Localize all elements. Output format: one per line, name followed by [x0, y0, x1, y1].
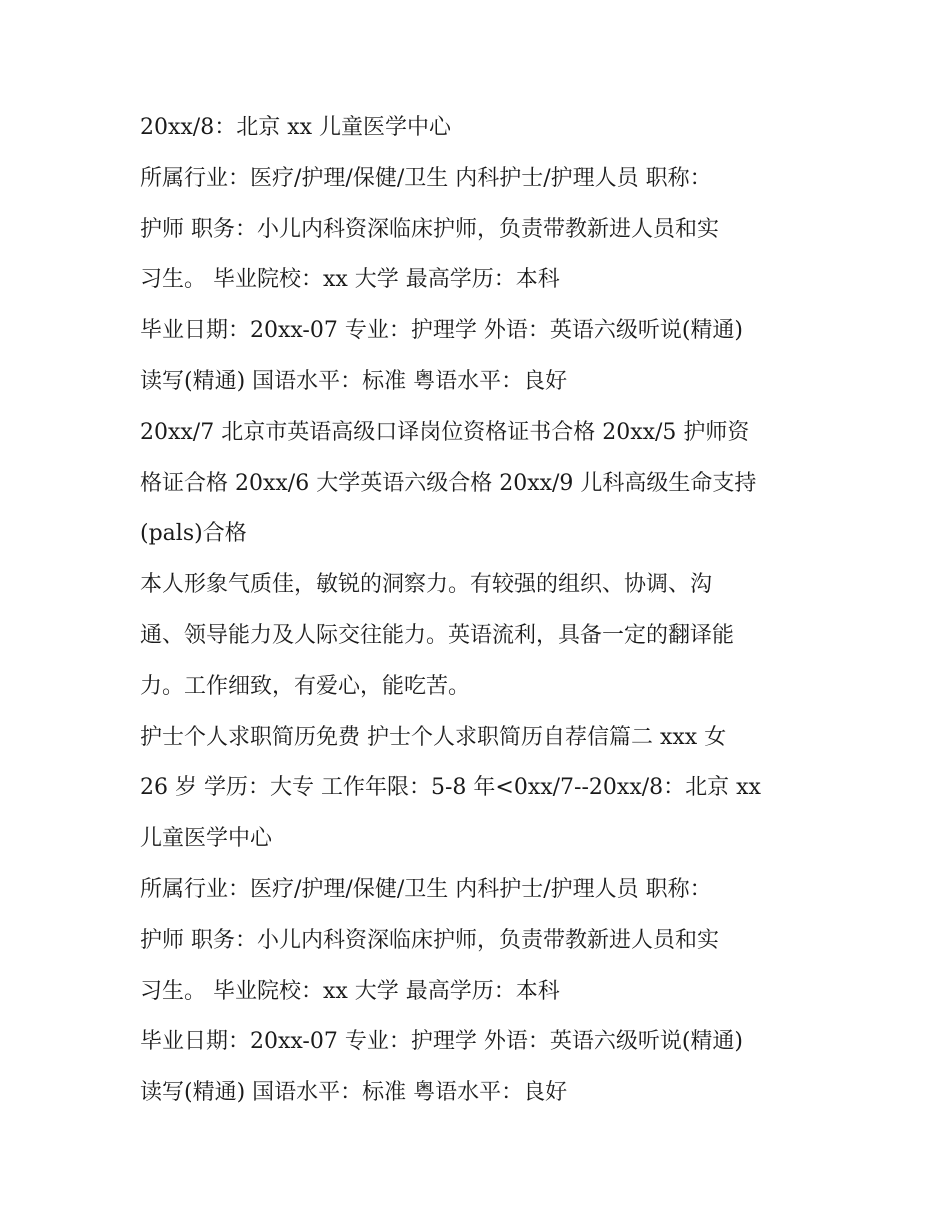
text-line: 习生。 毕业院校：xx 大学 最高学历：本科: [140, 267, 560, 293]
text-line: 读写(精通) 国语水平：标准 粤语水平：良好: [140, 1080, 568, 1106]
text-line: 儿童医学中心: [140, 826, 273, 852]
text-line: 20xx/7 北京市英语高级口译岗位资格证书合格 20xx/5 护师资: [140, 419, 750, 445]
text-line: 所属行业：医疗/护理/保健/卫生 内科护士/护理人员 职称：: [140, 876, 712, 902]
text-line: 所属行业：医疗/护理/保健/卫生 内科护士/护理人员 职称：: [140, 165, 712, 191]
text-line: 毕业日期：20xx-07 专业：护理学 外语：英语六级听说(精通): [140, 318, 744, 344]
text-line: 习生。 毕业院校：xx 大学 最高学历：本科: [140, 978, 560, 1004]
text-line: 26 岁 学历：大专 工作年限：5-8 年<0xx/7--20xx/8：北京 xx: [140, 775, 761, 801]
text-line: (pals)合格: [140, 521, 247, 547]
text-line: 力。工作细致，有爱心，能吃苦。: [140, 673, 471, 699]
text-line: 护师 职务：小儿内科资深临床护师，负责带教新进人员和实: [140, 927, 719, 953]
text-line: 护士个人求职简历免费 护士个人求职简历自荐信篇二 xxx 女: [140, 724, 727, 750]
text-line: 通、领导能力及人际交往能力。英语流利，具备一定的翻译能: [140, 622, 735, 648]
text-line: 20xx/8：北京 xx 儿童医学中心: [140, 115, 452, 140]
text-line: 读写(精通) 国语水平：标准 粤语水平：良好: [140, 368, 568, 394]
document-body: [140, 103, 820, 1119]
text-line: 本人形象气质佳，敏锐的洞察力。有较强的组织、协调、沟: [140, 572, 713, 598]
text-line: 护师 职务：小儿内科资深临床护师，负责带教新进人员和实: [140, 216, 719, 242]
text-line: 格证合格 20xx/6 大学英语六级合格 20xx/9 儿科高级生命支持: [140, 470, 757, 496]
text-line: 毕业日期：20xx-07 专业：护理学 外语：英语六级听说(精通): [140, 1029, 744, 1055]
